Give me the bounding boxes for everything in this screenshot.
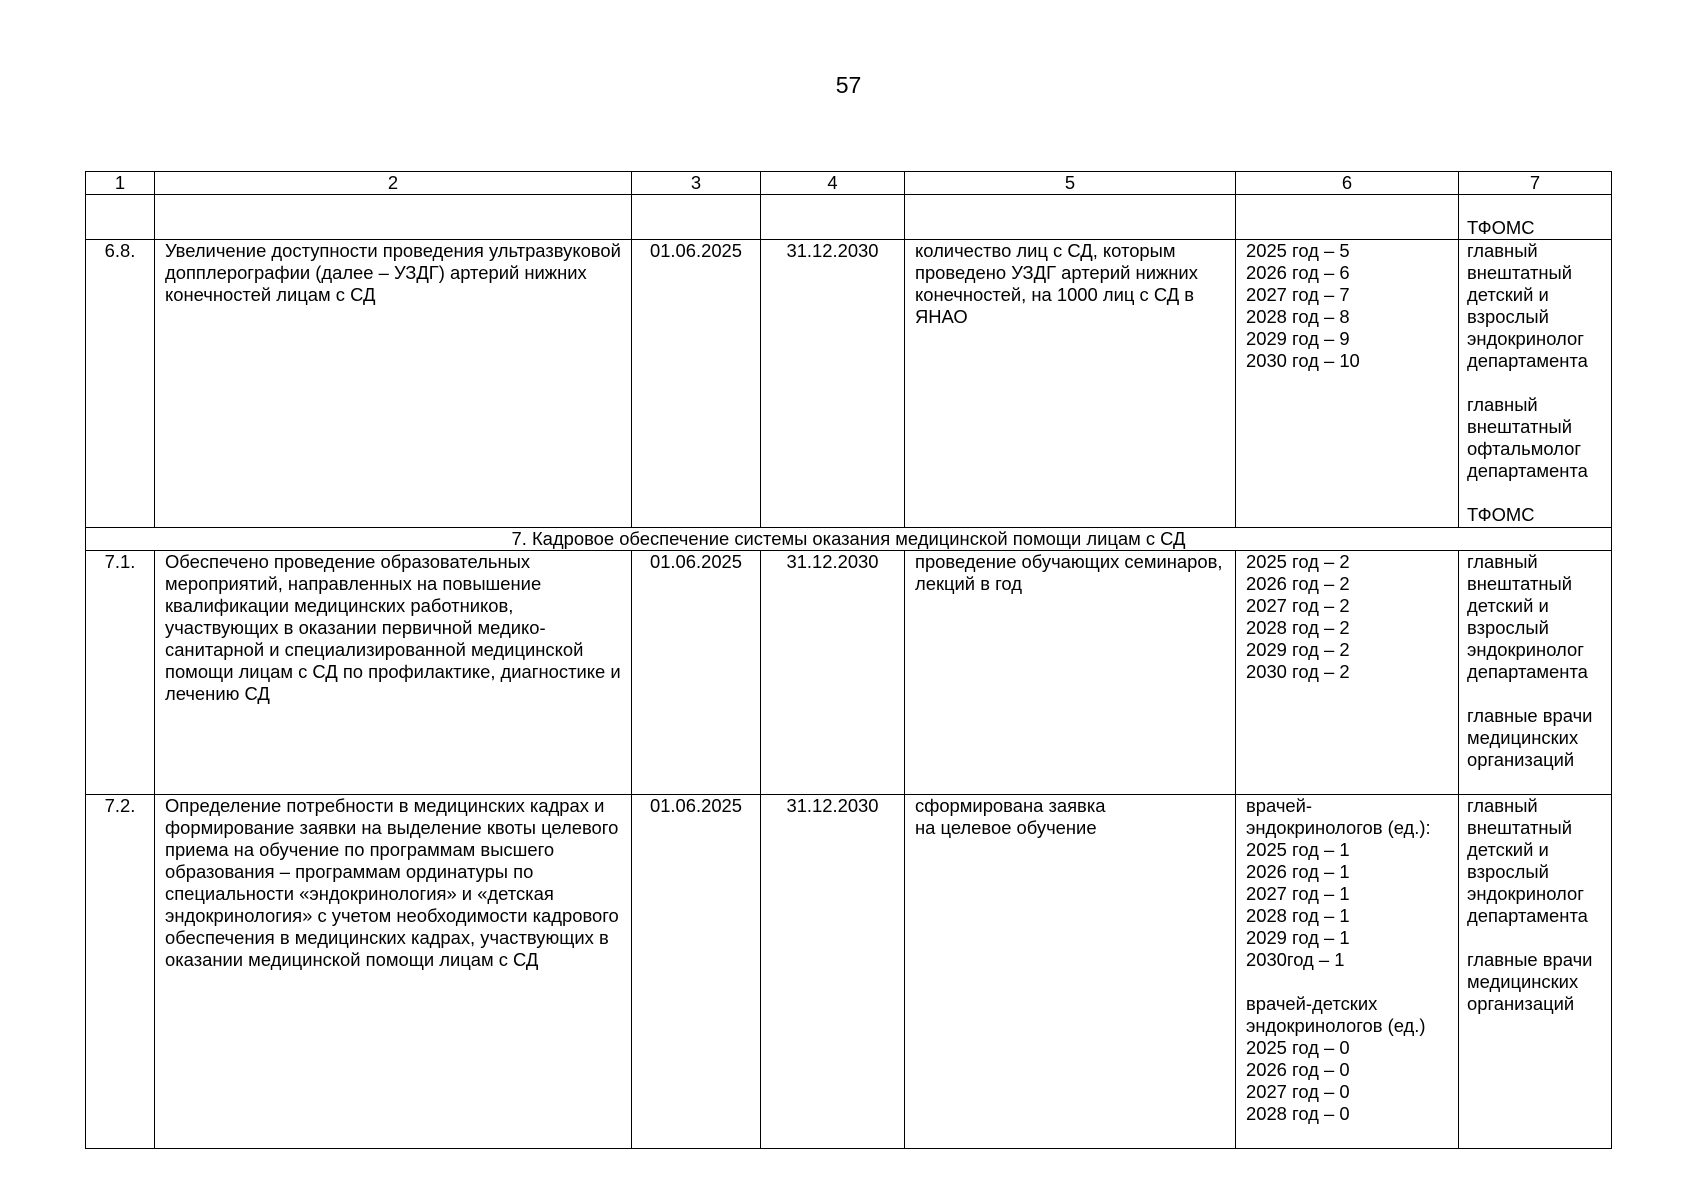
table-row <box>86 240 1612 528</box>
responsible-cell: ТФОМС <box>1459 195 1612 240</box>
indicator-cell: проведение обучающих семинаров, лекций в год <box>905 551 1236 795</box>
start-date: 01.06.2025 <box>632 551 761 795</box>
column-number: 5 <box>905 172 1236 195</box>
indicator-cell: количество лиц с СД, которым проведено УЗДГ артерий нижних конечностей, на 1000 лиц с СД в ЯНАО <box>905 240 1236 528</box>
column-number: 3 <box>632 172 761 195</box>
activity-cell: Увеличение доступности проведения ультразвуковой допплерографии (далее – УЗДГ) артерий нижних конечностей лицам с СД <box>155 240 632 528</box>
section-heading-row <box>86 528 1612 551</box>
responsible-cell: главный внештатный детский и взрослый эндокринолог департамента главные врачи медицинских организаций <box>1459 795 1612 1149</box>
end-date: 31.12.2030 <box>761 795 905 1149</box>
start-date: 01.06.2025 <box>632 795 761 1149</box>
values-cell: 2025 год – 5 2026 год – 6 2027 год – 7 2028 год – 8 2029 год – 9 2030 год – 10 <box>1236 240 1459 528</box>
start-date: 01.06.2025 <box>632 240 761 528</box>
column-number: 2 <box>155 172 632 195</box>
end-date: 31.12.2030 <box>761 551 905 795</box>
responsible-cell: главный внештатный детский и взрослый эндокринолог департамента главные врачи медицинских организаций <box>1459 551 1612 795</box>
table-row <box>86 551 1612 795</box>
table-cell <box>905 195 1236 240</box>
values-cell: врачей-эндокринологов (ед.): 2025 год – 1 2026 год – 1 2027 год – 1 2028 год – 1 2029 год – 1 2030год – 1 врачей-детских эндокринологов (ед.) 2025 год – 0 2026 год – 0 2027 год – 0 2028 год – 0 <box>1236 795 1459 1149</box>
item-number: 7.1. <box>86 551 155 795</box>
responsible-cell: главный внештатный детский и взрослый эндокринолог департамента главный внештатный офтальмолог департамента ТФОМС <box>1459 240 1612 528</box>
continuation-row <box>86 195 1612 240</box>
table-cell <box>1236 195 1459 240</box>
column-number: 4 <box>761 172 905 195</box>
table-cell <box>761 195 905 240</box>
column-number-row <box>86 172 1612 195</box>
activity-cell: Определение потребности в медицинских кадрах и формирование заявки на выделение квоты целевого приема на обучение по программам высшего образования – программам ординатуры по специальности «эндокринология» и «детская эндокринология» с учетом необходимости кадрового обеспечения в медицинских кадрах, участвующих в оказании медицинской помощи лицам с СД <box>155 795 632 1149</box>
section-heading: 7. Кадровое обеспечение системы оказания медицинской помощи лицам с СД <box>86 528 1612 551</box>
column-number: 6 <box>1236 172 1459 195</box>
table-cell <box>155 195 632 240</box>
column-number: 1 <box>86 172 155 195</box>
table-cell <box>86 195 155 240</box>
indicator-cell: сформирована заявка на целевое обучение <box>905 795 1236 1149</box>
end-date: 31.12.2030 <box>761 240 905 528</box>
item-number: 6.8. <box>86 240 155 528</box>
item-number: 7.2. <box>86 795 155 1149</box>
table-row <box>86 795 1612 1149</box>
values-cell: 2025 год – 2 2026 год – 2 2027 год – 2 2028 год – 2 2029 год – 2 2030 год – 2 <box>1236 551 1459 795</box>
page-number: 57 <box>835 72 862 98</box>
action-plan-table <box>85 171 1612 1149</box>
table-cell <box>632 195 761 240</box>
column-number: 7 <box>1459 172 1612 195</box>
activity-cell: Обеспечено проведение образовательных мероприятий, направленных на повышение квалификации медицинских работников, участвующих в оказании первичной медико-санитарной и специализированной медицинской помощи лицам с СД по профилактике, диагностике и лечению СД <box>155 551 632 795</box>
